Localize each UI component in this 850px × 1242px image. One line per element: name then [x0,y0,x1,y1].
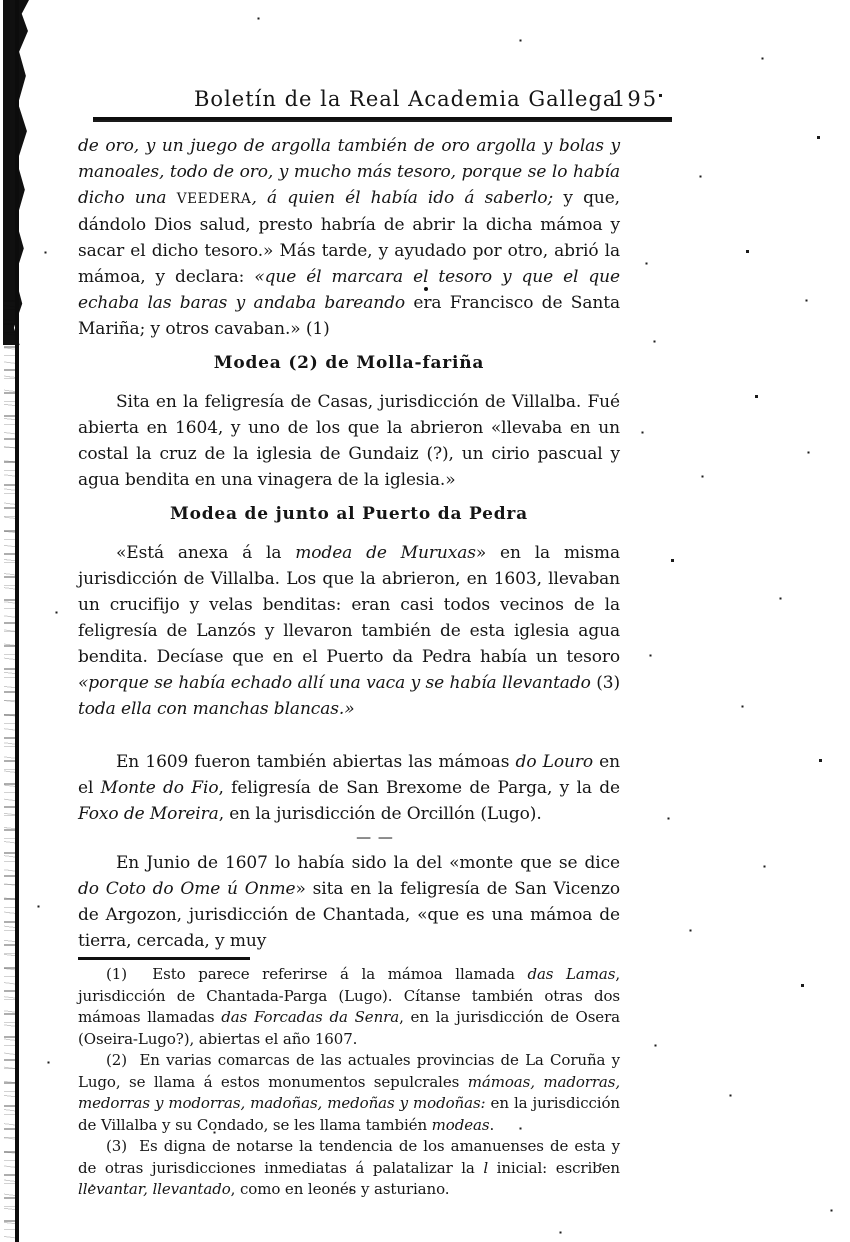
section-divider: — — [356,828,394,846]
footnote-rule [78,957,250,960]
paragraph-continuation: de oro, y un juego de argolla también de oro argolla y bolas y manoales, todo de oro, y mucho más tesoro, porque se lo había dicho una VEEDERA, á quien él había ido á saberlo; y que, dándolo Dios salud, presto habría de abrir la dicha mámoa y sacar el dicho tesoro.» Más tarde, y ayudado por otro, abrió la mámoa, y declara: «que él marcara el tesoro y que el que echaba las baras y andaba bareando era Francisco de Santa Mariña; y otros cavaban.» (1) [78,136,620,339]
page-content [78,0,659,1201]
scan-binding-edge [15,0,19,1242]
scan-noise-speckles [0,0,1,1]
header-rule [93,117,672,120]
section-heading-molla-farina: Modea (2) de Molla-fariña [213,353,485,373]
paragraph: En 1609 fueron también abiertas las mámoas do Louro en el Monte do Fio, feligresía de San Brexome de Parga, y la de Foxo de Moreira, en la jurisdicción de Orcillón (Lugo). [78,752,620,824]
scan-edge-noise [4,300,15,1242]
journal-title: Boletín de la Real Academia Gallega [194,87,617,111]
running-header [78,86,659,112]
footnote-2: (2) En varias comarcas de las actuales provincias de La Coruña y Lugo, se llama á estos monumentos sepulcrales mámoas, madorras, medorras y modorras, madoñas, medoñas y modoñas: en la jurisdicción de Villalba y su Condado, se les llama también modeas. [78,1051,621,1134]
paragraph: «Está anexa á la modea de Muruxas» en la misma jurisdicción de Villalba. Los que la abrieron, en 1603, llevaban un crucifijo y velas benditas: eran casi todos vecinos de la feligresía de Lanzós y llevaron también de esta iglesia agua bendita. Decíase que en el Puerto da Pedra había un tesoro «porque se había echado allí una vaca y se había llevantado (3) toda ella con manchas blancas.» [78,543,620,719]
footnote-1: (1) Esto parece referirse á la mámoa llamada das Lamas, jurisdicción de Chantada-Parga (Lugo). Cítanse también otras dos mámoas llamadas das Forcadas da Senra, en la jurisdicción de Osera (Oseira-Lugo?), abiertas el año 1607. [78,965,620,1048]
paragraph: En Junio de 1607 lo había sido la del «monte que se dice do Coto do Ome ú Onme» sita en la feligresía de San Vicenzo de Argozon, jurisdicción de Chantada, «que es una mámoa de tierra, cercada, y muy [78,853,620,951]
footnote-3: (3) Es digna de notarse la tendencia de los amanuenses de esta y de otras jurisdicciones inmediatas á palatalizar la l inicial: escriben llevantar, llevantado, como en leonés y asturiano. [78,1137,620,1198]
section-heading-puerto-da-pedra: Modea de junto al Puerto da Pedra [169,504,529,524]
page-number: 195 [612,87,659,111]
footnotes-block [78,964,620,1201]
paragraph: Sita en la feligresía de Casas, jurisdicción de Villalba. Fué abierta en 1604, y uno de los que la abrieron «llevaba en un costal la cruz de la iglesia de Gundaiz (?), un cirio pascual y agua bendita en una vinagera de la iglesia.» [78,392,620,490]
